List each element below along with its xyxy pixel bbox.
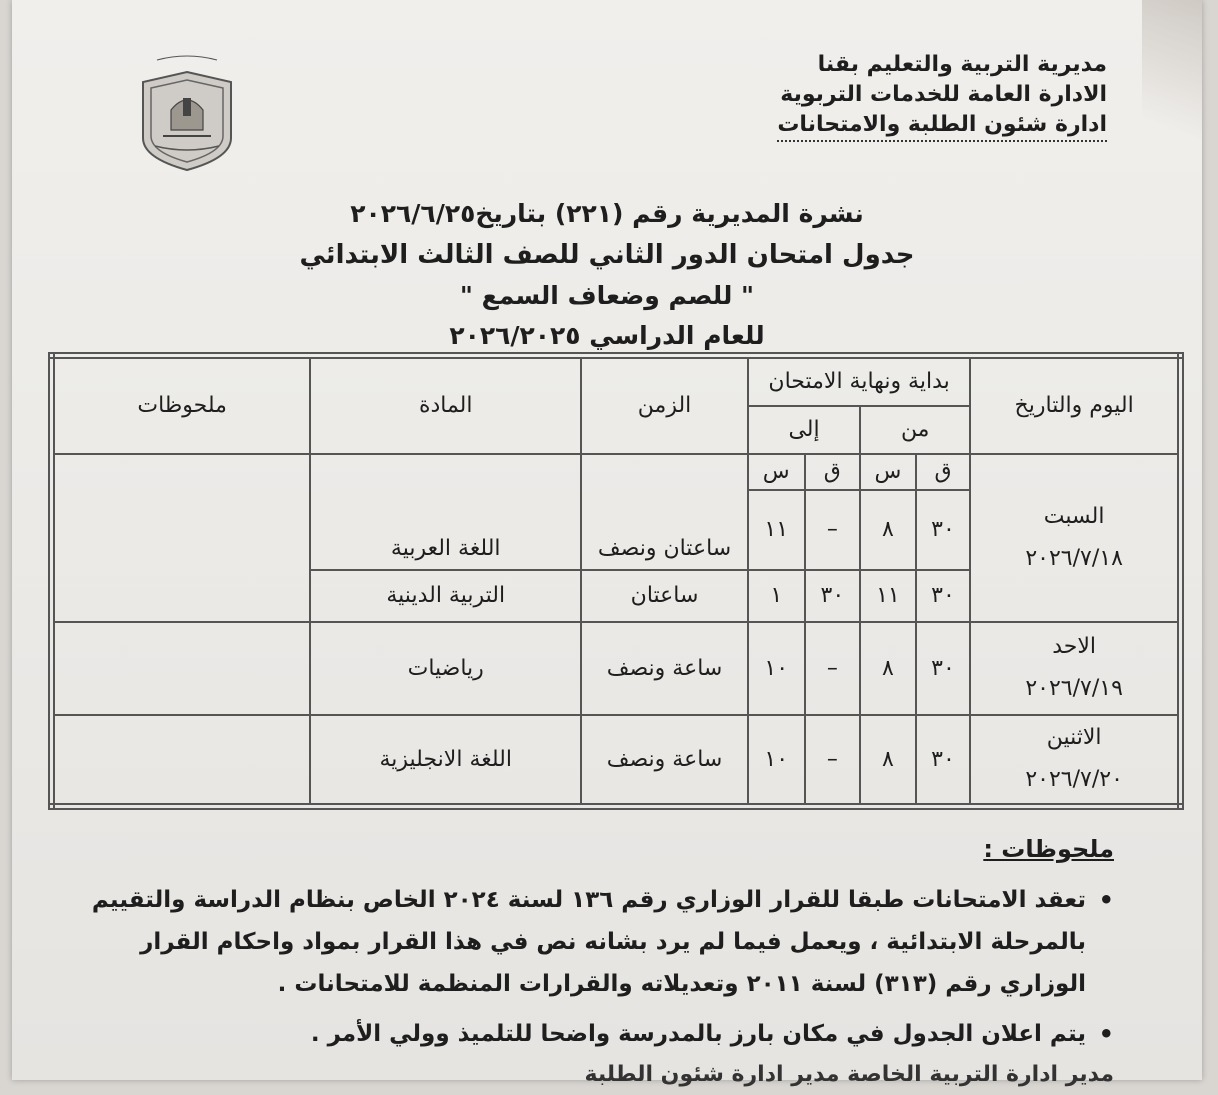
from-minute-cell: ٣٠	[916, 715, 971, 807]
document-titles	[12, 195, 1202, 357]
to-minute-cell: –	[805, 622, 861, 715]
duration-cell: ساعتان ونصف	[581, 454, 748, 570]
to-minute-cell: ٣٠	[805, 570, 861, 622]
issuer-header	[687, 50, 1107, 142]
unit-hour-to: س	[748, 454, 805, 490]
target-group-title: " للصم وضعاف السمع "	[459, 281, 755, 310]
bulletin-title: نشرة المديرية رقم (٢٢١) بتاريخ٢٠٢٦/٦/٢٥	[350, 199, 864, 228]
to-minute-cell: –	[805, 715, 861, 807]
column-header-notes: ملحوظات	[52, 356, 311, 454]
day-date: ٢٠٢٦/٧/١٩	[1025, 676, 1123, 701]
table-row	[52, 715, 1181, 807]
academic-year-title: للعام الدراسي ٢٠٢٦/٢٠٢٥	[449, 321, 765, 350]
column-header-day-date: اليوم والتاريخ	[970, 356, 1180, 454]
day-name: الاثنين	[1046, 725, 1102, 751]
to-hour-cell: ١١	[748, 490, 805, 570]
ministry-seal-logo	[127, 50, 247, 175]
column-header-subject: المادة	[310, 356, 581, 454]
day-name: الاحد	[1052, 634, 1097, 659]
schedule-title: جدول امتحان الدور الثاني للصف الثالث الابتدائي	[299, 240, 915, 270]
unit-minute-from: ق	[916, 454, 971, 490]
notes-cell	[52, 715, 311, 807]
from-minute-cell: ٣٠	[916, 570, 971, 622]
unit-minute-to: ق	[805, 454, 861, 490]
header-line-directorate: مديرية التربية والتعليم بقنا	[817, 52, 1107, 77]
column-header-start-end: بداية ونهاية الامتحان	[748, 356, 970, 406]
notes-section	[72, 835, 1114, 1095]
to-hour-cell: ١٠	[748, 622, 805, 715]
note-item: • تعقد الامتحانات طبقا للقرار الوزاري رقم ١٣٦ لسنة ٢٠٢٤ الخاص بنظام الدراسة والتقييم بالمرحلة الابتدائية ، ويعمل فيما لم يرد بشانه نص في هذا القرار بمواد واحكام القرار الوزاري رقم (٣١٣) لسنة ٢٠١١ وتعديلاته والقرارات المنظمة للامتحانات .	[72, 879, 1114, 1005]
day-date: ٢٠٢٦/٧/٢٠	[1025, 767, 1123, 793]
document-page	[12, 0, 1202, 1087]
day-date: ٢٠٢٦/٧/١٨	[1025, 545, 1123, 571]
to-hour-cell: ١٠	[748, 715, 805, 807]
table-row	[52, 622, 1181, 715]
from-hour-cell: ٨	[860, 715, 916, 807]
notes-cell	[52, 454, 311, 622]
day-cell-sunday	[970, 622, 1180, 715]
to-minute-cell: –	[805, 490, 861, 570]
duration-cell: ساعة ونصف	[581, 715, 748, 807]
column-header-to: إلى	[748, 406, 860, 454]
from-minute-cell: ٣٠	[916, 622, 971, 715]
subject-cell: اللغة العربية	[310, 454, 581, 570]
seal-icon	[127, 50, 247, 175]
header-line-office: ادارة شئون الطلبة والامتحانات	[777, 110, 1107, 142]
duration-cell: ساعتان	[581, 570, 748, 622]
notes-title: ملحوظات :	[983, 835, 1114, 863]
from-hour-cell: ١١	[860, 570, 916, 622]
column-header-from: من	[860, 406, 970, 454]
day-name: السبت	[1043, 503, 1105, 529]
to-hour-cell: ١	[748, 570, 805, 622]
day-cell-monday	[970, 715, 1180, 807]
from-hour-cell: ٨	[860, 622, 916, 715]
note-item: • يتم اعلان الجدول في مكان بارز بالمدرسة واضحا للتلميذ وولي الأمر .	[72, 1013, 1114, 1055]
subject-cell: اللغة الانجليزية	[310, 715, 581, 807]
subject-cell: رياضيات	[310, 622, 581, 715]
header-line-department: الادارة العامة للخدمات التربوية	[780, 82, 1107, 107]
from-hour-cell: ٨	[860, 490, 916, 570]
paper-fold-shadow	[1142, 0, 1202, 180]
from-minute-cell: ٣٠	[916, 490, 971, 570]
notes-cell	[52, 622, 311, 715]
signature-line: مدير ادارة التربية الخاصة مدير ادارة شئون الطلبة	[584, 1062, 1114, 1087]
column-header-duration: الزمن	[581, 356, 748, 454]
exam-schedule-table	[48, 352, 1184, 810]
day-cell-saturday	[970, 454, 1180, 622]
unit-hour-from: س	[860, 454, 916, 490]
subject-cell: التربية الدينية	[310, 570, 581, 622]
duration-cell: ساعة ونصف	[581, 622, 748, 715]
